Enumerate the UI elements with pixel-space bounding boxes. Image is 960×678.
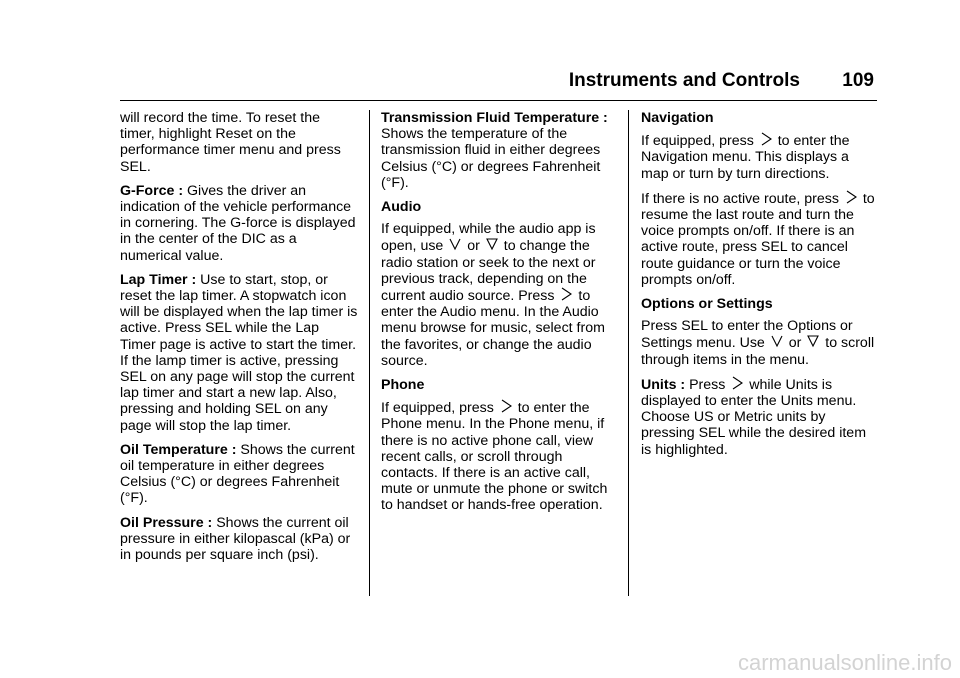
paragraph: [120, 442, 358, 507]
paragraph: [641, 376, 879, 458]
term-lap-timer: Lap Timer :: [120, 271, 197, 288]
watermark: carmanualsonline.info: [737, 650, 952, 675]
term-oil-pressure: Oil Pressure :: [120, 514, 213, 531]
page-number: 109: [842, 70, 874, 91]
definition: Shows the temperature of the transmission fluid in either degrees Celsius (°C) or degrees Fahrenheit (°F).: [381, 126, 601, 191]
definition: Use to start, stop, or reset the lap timer. A stopwatch icon will be displayed when the lap timer is active. Press SEL while the Lap Timer page is active to start the timer. If the lamp timer is active, pressing SEL on any page will stop the current lap timer and start a new lap. Also, pressing and holding SEL on any page will stop the lap timer.: [120, 271, 358, 434]
down-arrow-icon: [486, 237, 498, 253]
term-oil-temperature: Oil Temperature :: [120, 441, 237, 458]
text: to scroll through items in the menu.: [641, 335, 875, 368]
paragraph: [381, 399, 619, 513]
paragraph: [381, 110, 619, 191]
up-arrow-icon: [771, 334, 783, 350]
paragraph: [641, 132, 879, 182]
text: or: [467, 238, 480, 255]
text: while Units is displayed to enter the Units menu. Choose US or Metric units by pressing SEL while the desired item is highlighted.: [641, 376, 867, 458]
section-heading-phone: Phone: [381, 377, 425, 394]
text: Press: [689, 376, 726, 393]
paragraph: [120, 183, 358, 264]
term-units: Units :: [641, 376, 686, 393]
column-divider: [628, 110, 629, 596]
text: If equipped, press: [641, 133, 754, 150]
paragraph: [641, 318, 879, 368]
text: If there is no active route, press: [641, 190, 839, 207]
text: Press SEL to enter the Options or Settings menu. Use: [641, 318, 853, 352]
text: or: [788, 335, 802, 352]
right-arrow-icon: [560, 287, 572, 303]
column-3: [641, 110, 879, 466]
text: to change the radio station or seek to the next or previous track, depending on the current audio source. Press: [381, 238, 596, 305]
section-heading-navigation: Navigation: [641, 110, 714, 126]
section-heading-options: Options or Settings: [641, 296, 773, 313]
right-arrow-icon: [845, 190, 857, 206]
text: to enter the Navigation menu. This displays a map or turn by turn directions.: [641, 133, 850, 182]
up-arrow-icon: [449, 237, 461, 253]
term-g-force: G-Force :: [120, 182, 184, 199]
right-arrow-icon: [500, 399, 512, 415]
text: If equipped, while the audio app is open, use: [381, 221, 596, 255]
header-rule: [120, 100, 877, 101]
text: to enter the Audio menu. In the Audio menu browse for music, select from the favorites, or change the audio source.: [381, 288, 605, 369]
paragraph: [120, 515, 358, 564]
definition: Gives the driver an indication of the vehicle performance in cornering. The G-force is displayed in the center of the DIC as a numerical value.: [120, 182, 356, 264]
down-arrow-icon: [807, 334, 819, 350]
paragraph: [120, 272, 358, 434]
text: If equipped, press: [381, 400, 494, 417]
paragraph: will record the time. To reset the timer, highlight Reset on the performance timer menu and press SEL.: [120, 110, 341, 175]
paragraph: [381, 221, 619, 369]
text: to enter the Phone menu. In the Phone menu, if there is no active phone call, view recent calls, or scroll through contacts. If there is an active call, mute or unmute the phone or switch to handset or hands-free operation.: [381, 400, 608, 514]
definition: Shows the current oil temperature in either degrees Celsius (°C) or degrees Fahrenheit (°F).: [120, 441, 355, 507]
text: to resume the last route and turn the voice prompts on/off. If there is an active route, press SEL to cancel route guidance or turn the voice prompts on/off.: [641, 190, 875, 288]
column-1: [120, 110, 358, 571]
column-2: [381, 110, 619, 522]
definition: Shows the current oil pressure in either kilopascal (kPa) or in pounds per square inch (psi).: [120, 514, 351, 564]
paragraph: [641, 190, 879, 288]
column-divider: [369, 110, 370, 596]
right-arrow-icon: [760, 132, 772, 148]
header-title: Instruments and Controls: [568, 70, 800, 91]
right-arrow-icon: [731, 376, 743, 392]
term-transmission-fluid: Transmission Fluid Temperature :: [381, 110, 608, 126]
section-heading-audio: Audio: [381, 199, 422, 216]
